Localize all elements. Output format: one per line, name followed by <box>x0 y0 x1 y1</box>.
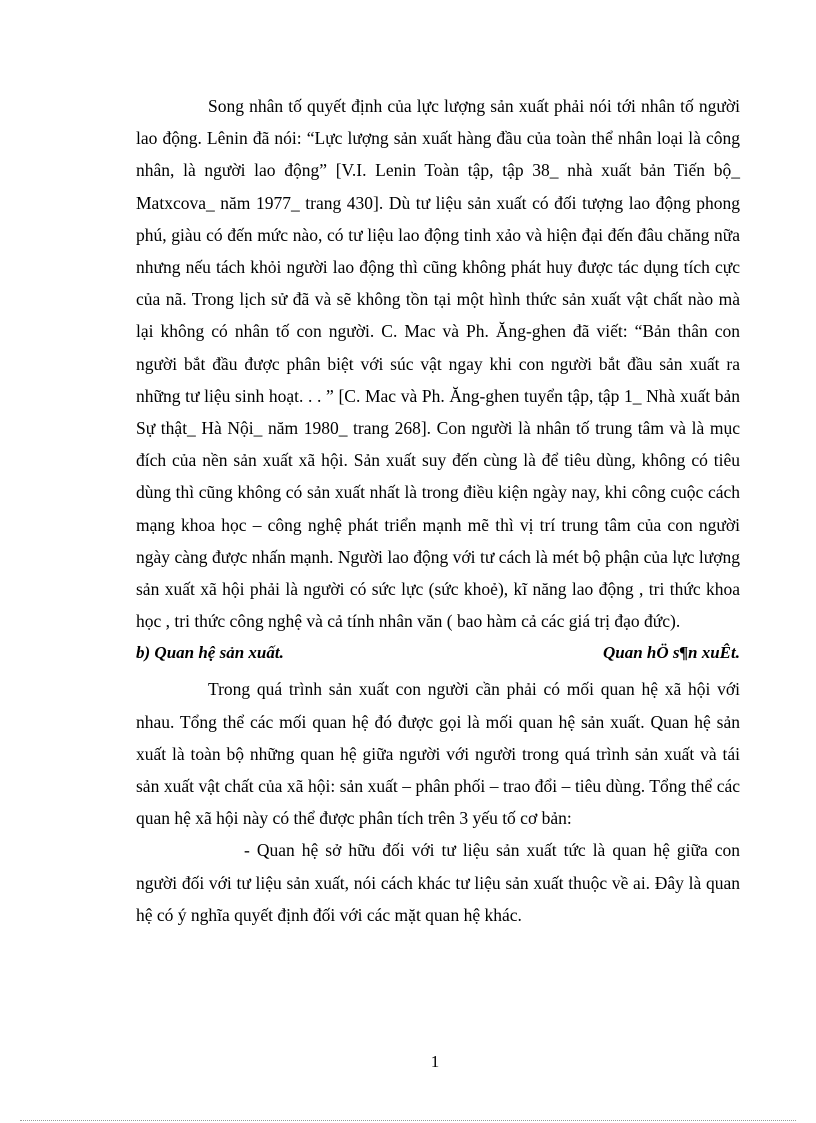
paragraph-relations-of-production: Trong quá trình sản xuất con người cần phải có mối quan hệ xã hội với nhau. Tổng thể các mối quan hệ đó được gọi là mối quan hệ sản xuất. Quan hệ sản xuất là toàn bộ những quan hệ giữa người với người trong quá trình sản xuất và tái sản xuất vật chất của xã hội: sản xuất – phân phối – trao đổi – tiêu dùng. Tổng thể các quan hệ xã hội này có thể được phân tích trên 3 yếu tố cơ bản: <box>136 679 740 829</box>
section-heading-title: b) Quan hệ sản xuất. <box>136 643 284 663</box>
page-number: 1 <box>430 1052 440 1071</box>
paragraph-productive-forces: Song nhân tố quyết định của lực lượng sản xuất phải nói tới nhân tố người lao động. Lênin đã nói: “Lực lượng sản xuất hàng đầu của toàn thể nhân loại là công nhân, là người lao động” [V.I. Lenin Toàn tập, tập 38_ nhà xuất bản Tiến bộ_ Matxcova_ năm 1977_ trang 430]. Dù tư liệu sản xuất có đối tượng lao động phong phú, giàu có đến mức nào, có tư liệu lao động tinh xảo và hiện đại đến đâu chăng nữa nhưng nếu tách khỏi người lao động thì cũng không phát huy được tác dụng tích cực của nã. Trong lịch sử đã và sẽ không tồn tại một hình thức sản xuất vật chất nào mà lại không có nhân tố con người. C. Mac và Ph. Ăng-ghen đã viết: “Bản thân con người bắt đầu được phân biệt với súc vật ngay khi con người bắt đầu sản xuất ra những tư liệu sinh hoạt. . . ” [C. Mac và Ph. Ăng-ghen tuyển tập, tập 1_ Nhà xuất bản Sự thật_ Hà Nội_ năm 1980_ trang 268]. Con người là nhân tố trung tâm và là mục đích của nền sản xuất xã hội. Sản xuất suy đến cùng là để tiêu dùng, không có tiêu dùng thì cũng không có sản xuất nhất là trong điều kiện ngày nay, khi công cuộc cách mạng khoa học – công nghệ phát triển mạnh mẽ thì vị trí trung tâm của con người ngày càng được nhấn mạnh. Người lao động với tư cách là mét bộ phận của lực lượng sản xuất xã hội phải là người có sức lực (sức khoẻ), kĩ năng lao động , tri thức khoa học , tri thức công nghệ và cả tính nhân văn ( bao hàm cả các giá trị đạo đức). <box>136 96 740 632</box>
section-heading <box>136 637 740 673</box>
page-content <box>136 90 740 931</box>
section-heading-garbled-duplicate: Quan hÖ s¶n xuÊt. <box>602 643 740 663</box>
paragraph-ownership-relation: - Quan hệ sở hữu đối với tư liệu sản xuất tức là quan hệ giữa con người đối với tư liệu sản xuất, nói cách khác tư liệu sản xuất thuộc về ai. Đây là quan hệ có ý nghĩa quyết định đối với các mặt quan hệ khác. <box>136 840 740 925</box>
page-bottom-divider <box>20 1120 796 1121</box>
